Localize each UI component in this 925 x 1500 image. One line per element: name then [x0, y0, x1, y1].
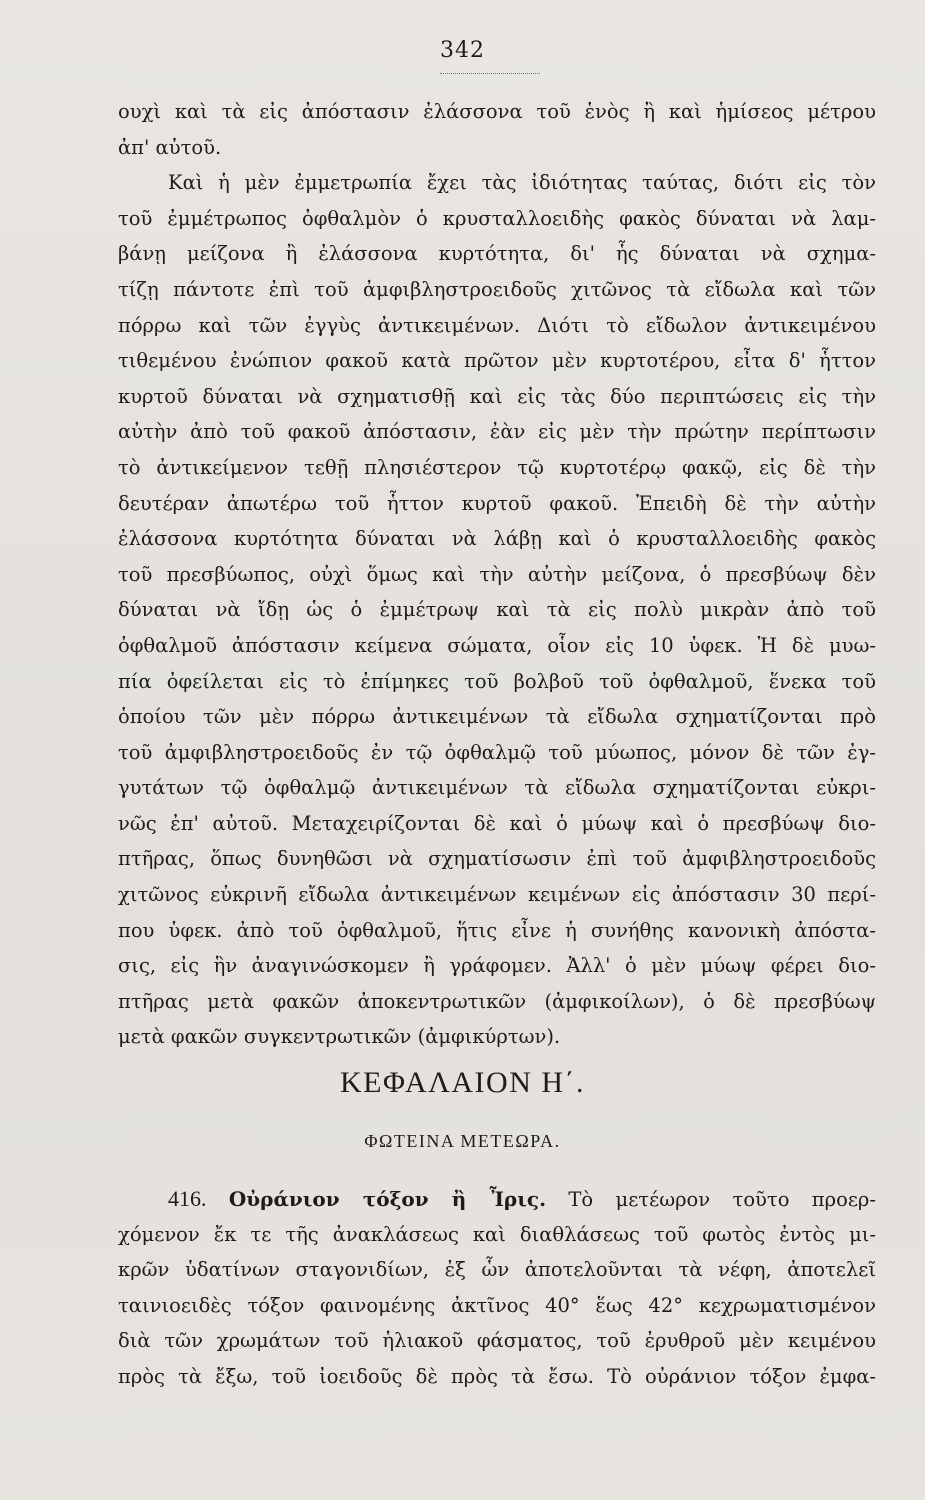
- text-line: που ὑφεκ. ἀπὸ τοῦ ὀφθαλμοῦ, ἥτις εἶνε ἡ συνήθης κανονικὴ ἀπόστα-: [118, 918, 876, 942]
- text-line: κρῶν ὑδατίνων σταγονιδίων, ἐξ ὧν ἀποτελοῦνται τὰ νέφη, ἀποτελεῖ: [118, 1258, 876, 1282]
- text-line: ὀφθαλμοῦ ἀπόστασιν κείμενα σώματα, οἷον εἰς 10 ὑφεκ. Ἡ δὲ μυω-: [118, 633, 876, 657]
- paragraph-first-line: [118, 1181, 876, 1217]
- text-line: ἀπ' αὐτοῦ.: [118, 135, 222, 159]
- text-line: μετὰ φακῶν συγκεντρωτικῶν (ἀμφικύρτων).: [118, 1025, 561, 1049]
- text-line: τοῦ ἀμφιβληστροειδοῦς ἐν τῷ ὀφθαλμῷ τοῦ μύωπος, μόνον δὲ τῶν ἐγ-: [118, 740, 876, 764]
- text-line: τοῦ πρεσβύωπος, οὐχὶ ὅμως καὶ τὴν αὐτὴν μείζονα, ὁ πρεσβύωψ δὲν: [118, 562, 876, 586]
- text-line: γυτάτων τῷ ὀφθαλμῷ ἀντικειμένων τὰ εἴδωλα σχηματίζονται εὐκρι-: [118, 776, 876, 800]
- text-line: πτῆρας, ὅπως δυνηθῶσι νὰ σχηματίσωσιν ἐπὶ τοῦ ἀμφιβληστροειδοῦς: [118, 847, 876, 871]
- text-line: τὸ ἀντικείμενον τεθῇ πλησιέστερον τῷ κυρτοτέρῳ φακῷ, εἰς δὲ τὴν: [118, 455, 876, 479]
- text-line: αὐτὴν ἀπὸ τοῦ φακοῦ ἀπόστασιν, ἐὰν εἰς μὲν τὴν πρώτην περίπτωσιν: [118, 420, 876, 444]
- body-text-block: [118, 94, 876, 1055]
- text-line: βάνῃ μείζονα ἢ ἐλάσσονα κυρτότητα, δι' ἧς δύναται νὰ σχημα-: [118, 242, 876, 266]
- text-line: σις, εἰς ἣν ἀναγινώσκομεν ἢ γράφομεν. Ἀλλ' ὁ μὲν μύωψ φέρει διο-: [118, 954, 876, 978]
- text-line: τίζῃ πάντοτε ἐπὶ τοῦ ἀμφιβληστροειδοῦς χιτῶνος τὰ εἴδωλα καὶ τῶν: [118, 277, 876, 301]
- text-line: δύναται νὰ ἴδῃ ὡς ὁ ἐμμέτρωψ καὶ τὰ εἰς πολὺ μικρὰν ἀπὸ τοῦ: [118, 598, 876, 622]
- chapter-heading: ΚΕΦΑΛΑΙΟΝ Η΄.: [339, 1066, 586, 1099]
- paragraph-416: [118, 1181, 876, 1395]
- text-line: ουχὶ καὶ τὰ εἰς ἀπόστασιν ἐλάσσονα τοῦ ἑνὸς ἢ καὶ ἡμίσεος μέτρου: [118, 100, 876, 123]
- paragraph-title: Οὐράνιον τόξον ἢ Ἶρις.: [228, 1187, 547, 1211]
- text-line: ταινιοειδὲς τόξον φαινομένης ἀκτῖνος 40° ἕως 42° κεχρωματισμένον: [118, 1293, 876, 1317]
- text-line: χιτῶνος εὐκρινῆ εἴδωλα ἀντικειμένων κειμένων εἰς ἀπόστασιν 30 περί-: [118, 883, 876, 907]
- text-line: πρὸς τὰ ἔξω, τοῦ ἰοειδοῦς δὲ πρὸς τὰ ἔσω. Τὸ οὐράνιον τόξον ἐμφα-: [118, 1364, 876, 1388]
- text-line-rest: Τὸ μετέωρον τοῦτο προερ-: [568, 1188, 876, 1211]
- text-line: πόρρω καὶ τῶν ἐγγὺς ἀντικειμένων. Διότι τὸ εἴδωλον ἀντικειμένου: [118, 313, 876, 337]
- text-line: νῶς ἐπ' αὐτοῦ. Μεταχειρίζονται δὲ καὶ ὁ μύωψ καὶ ὁ πρεσβύωψ διο-: [118, 811, 876, 835]
- text-line: κυρτοῦ δύναται νὰ σχηματισθῇ καὶ εἰς τὰς δύο περιπτώσεις εἰς τὴν: [118, 384, 876, 408]
- text-line: τοῦ ἐμμέτρωπος ὀφθαλμὸν ὁ κρυσταλλοειδὴς φακὸς δύναται νὰ λαμ-: [118, 206, 876, 230]
- page-number-rule: [440, 73, 540, 74]
- paragraph-number: 416.: [168, 1186, 207, 1211]
- text-line: ὁποίου τῶν μὲν πόρρω ἀντικειμένων τὰ εἴδωλα σχηματίζονται πρὸ: [118, 705, 876, 729]
- text-line: τιθεμένου ἐνώπιον φακοῦ κατὰ πρῶτον μὲν κυρτοτέρου, εἶτα δ' ἧττον: [118, 349, 876, 373]
- text-line: πία ὀφείλεται εἰς τὸ ἐπίμηκες τοῦ βολβοῦ τοῦ ὀφθαλμοῦ, ἕνεκα τοῦ: [118, 669, 876, 693]
- text-line: διὰ τῶν χρωμάτων τοῦ ἡλιακοῦ φάσματος, τοῦ ἐρυθροῦ μὲν κειμένου: [118, 1329, 876, 1353]
- text-line: χόμενον ἔκ τε τῆς ἀνακλάσεως καὶ διαθλάσεως τοῦ φωτὸς ἐντὸς μι-: [118, 1222, 876, 1246]
- section-heading: ΦΩΤΕΙΝΑ ΜΕΤΕΩΡΑ.: [364, 1131, 561, 1151]
- text-line: πτῆρας μετὰ φακῶν ἀποκεντρωτικῶν (ἀμφικοίλων), ὁ δὲ πρεσβύωψ: [118, 989, 876, 1013]
- page-number: 342: [440, 38, 485, 63]
- text-line: δευτέραν ἀπωτέρω τοῦ ἧττον κυρτοῦ φακοῦ. Ἐπειδὴ δὲ τὴν αὐτὴν: [118, 491, 876, 515]
- paragraph-first-line: Καὶ ἡ μὲν ἐμμετρωπία ἔχει τὰς ἰδιότητας ταύτας, διότι εἰς τὸν: [168, 171, 876, 195]
- text-line: ἐλάσσονα κυρτότητα δύναται νὰ λάβῃ καὶ ὁ κρυσταλλοειδὴς φακὸς: [118, 527, 876, 551]
